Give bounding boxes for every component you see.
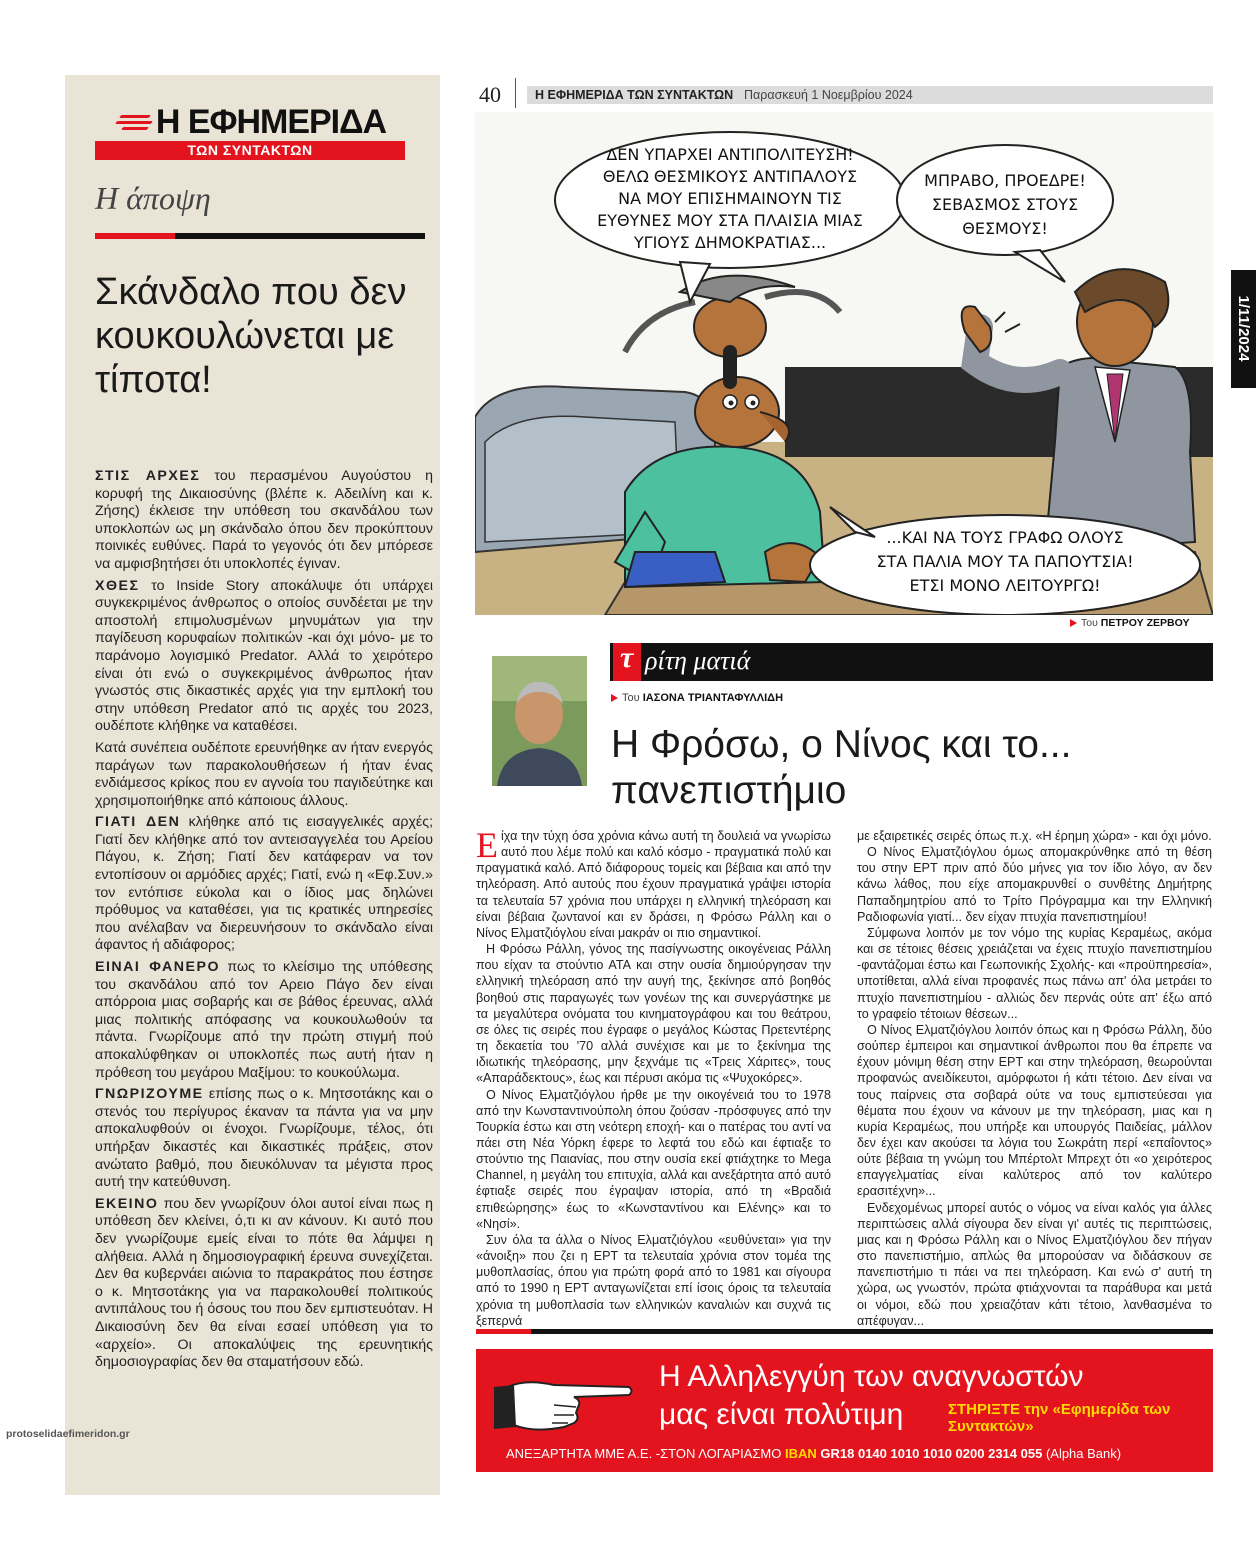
section-rule-accent [95, 233, 175, 239]
header-separator [515, 78, 516, 108]
opinion-body [95, 468, 433, 1376]
section-label: Η άποψη [95, 180, 211, 216]
opinion-paragraph: ΓΝΩΡΙΖΟΥΜΕ επίσης πως ο κ. Μητσοτάκης και ο στενός του περίγυρος έκαναν τα πάντα για να μην αποκαλυφθούν οι ένοχοι. Γνωρίζουμε, τέλος, ότι υπήρξαν δικαστές και δικαστικές πράξεις, στον ανώτατο βαθμό, που διευκόλυναν τα μέγιστα προς αυτή την κατεύθυνση. [95, 1086, 433, 1191]
bubble1-line3: ΝΑ ΜΟΥ ΕΠΙΣΗΜΑΙΝΟΥΝ ΤΙΣ [618, 189, 842, 208]
opinion-paragraph: ΧΘΕΣ το Inside Story αποκάλυψε ότι υπάρχει συγκεκριμένος άνθρωπος ο οποίος συνδέεται με την αποστολή επιμολυσμένων μηνυμάτων για την παγίδευση κορυφαίων πολιτικών -και όχι μόνο- με το παράνομο λογισμικό Predator. Αλλά το χειρότερο είναι ότι ενώ ο συγκεκριμένος άνθρωπος ήταν γνωστός στις δικαστικές αρχές για την εμπλοκή του στην υπόθεση Predator από τις αρχές του 2023, ουδέποτε κλήθηκε να καταθέσει. [95, 577, 433, 735]
drop-cap: Ε [476, 825, 498, 865]
ad-call-to-action[interactable]: ΣΤΗΡΙΞΤΕ την «Εφημερίδα των Συντακτών» [948, 1401, 1171, 1435]
article-column-2 [857, 828, 1212, 1329]
bubble2-line1: ΜΠΡΑΒΟ, ΠΡΟΕΔΡΕ! [924, 171, 1086, 190]
article-paragraph: με εξαιρετικές σειρές όπως π.χ. «Η έρημη χώρα» - και όχι μόνο. [857, 829, 1212, 843]
bubble3-line2: ΣΤΑ ΠΑΛΙΑ ΜΟΥ ΤΑ ΠΑΠΟΥΤΣΙΑ! [876, 552, 1134, 571]
opinion-paragraph: ΣΤΙΣ ΑΡΧΕΣ του περασμένου Αυγούστου η κορυφή της Δικαιοσύνης (βλέπε κ. Αδειλίνη και κ. Ζήσης) έκλεισε την υπόθεση του σκανδάλου των υποκλοπών ως μη σκάνδαλο όπου δεν προκύπτουν ποινικές ευθύνες. Παρά το γεγονός ότι δεν μπόρεσε να αμφισβητήσει ότι υποκλοπές έγιναν. [95, 468, 433, 572]
ad-headline-2: μας είναι πολύτιμη [659, 1398, 904, 1431]
logo-subtitle: ΤΩΝ ΣΥΝΤΑΚΤΩΝ [95, 141, 405, 160]
bubble1-line5: ΥΓΙΟΥΣ ΔΗΜΟΚΡΑΤΙΑΣ... [633, 233, 827, 252]
column-initial-badge: τ [613, 643, 641, 681]
column-label: ρίτη ματιά [645, 646, 751, 675]
header-date: Παρασκευή 1 Νοεμβρίου 2024 [744, 88, 913, 102]
article-column-1 [476, 825, 831, 1329]
article-paragraph: Ενδεχομένως μπορεί αυτός ο νόμος να είναι καλός για άλλες περιπτώσεις αλλά σίγουρα δεν είναι γι' αυτές τις περιπτώσεις, μιας και η Φρόσω Ράλλη και ο Νίνος Ελματζιόγλου δεν πήγαν στο πανεπιστήμιο, απλώς θα μπορούσαν να διδάσκουν σε πανεπιστήμιο τι πάει να πει τηλεόραση. Και ενώ σ' αυτή τη χώρα, ως γνωστόν, πρώτα φτιάχνονται τα παράθυρα και μετά οι νόμοι, εδώ που χρειαζόταν κάτι τέτοιο, λανθασμένα το απέφυγαν... [857, 1200, 1212, 1328]
article-paragraph: Ο Νίνος Ελματζιόγλου ήρθε με την οικογένειά του το 1978 από την Κωνσταντινούπολη όπου ζούσαν -πρόσφυγες από την Τουρκία έστω και στη νεότερη εποχή- και ο πατέρας του αντί να πάει στη Νέα Υόρκη έφερε το λεφτά του εδώ και έφτιαξε το στούντιο της Παιανίας, που στην ουσία εκεί φτιάχτηκε το Mega Channel, η μεγάλη του επιτυχία, αλλά και ανεξάρτητα από αυτό έφτιαξε σειρές που έγραψαν ιστορία, από τη «Βραδιά επιθεώρησης» έως το «Κωνσταντίνου και Ελένης» και το «Νησί». [476, 1087, 831, 1231]
opinion-paragraph: ΕΚΕΙΝΟ που δεν γνωρίζουν όλοι αυτοί είναι πως η υπόθεση δεν κλείνει, ό,τι κι αν κάνουν. Κι αυτό που δεν γνωρίζουμε εμείς είναι το πότε θα λάμψει η αλήθεια. Αλλά η δημοσιογραφική έρευνα συνεχίζεται. Δεν θα κυβερνάει αιώνια το παρακράτος που έστησε ο κ. Μητσοτάκης για να παρακολουθεί πολιτικούς αντιπάλους του ή όσους του που δεν εμπιστευόταν. Η Δικαιοσύνη δεν θα είναι εσαεί υπόθεση για το «αρχείο». Οι αποκαλύψεις της ερευνητικής δημοσιογραφίας δεν θα σταματήσουν εδώ. [95, 1195, 433, 1371]
political-cartoon [475, 112, 1213, 615]
opinion-paragraph: ΕΙΝΑΙ ΦΑΝΕΡΟ πως το κλείσιμο της υπόθεσης του σκανδάλου από τον Αρειο Πάγο δεν είναι απόρροια μιας σοβαρής και σε βάθος έρευνας, αλλά μιας πολιτικής απόφασης να κουκουλωθούν τα πάντα. Γνωρίζουμε από την πρώτη στιγμή πού αποκαλύφθηκαν οι υποκλοπές πως αυτή ήταν η πρόθεση του μεγάρου Μαξίμου: το κουκούλωμα. [95, 959, 433, 1081]
ad-bank-details: ΑΝΕΞΑΡΤΗΤΑ ΜΜΕ Α.Ε. -ΣΤΟΝ ΛΟΓΑΡΙΑΣΜΟ IBAN GR18 0140 1010 1010 0200 2314 055 (Alpha Bank) [506, 1446, 1122, 1461]
article-byline: Του ΙΑΣΟΝΑ ΤΡΙΑΝΤΑΦΥΛΛΙΔΗ [611, 692, 783, 704]
bubble3-line3: ΕΤΣΙ ΜΟΝΟ ΛΕΙΤΟΥΡΓΩ! [909, 576, 1101, 595]
arrow-icon [1070, 619, 1077, 627]
page-number: 40 [479, 82, 501, 107]
article-paragraph: Συν όλα τα άλλα ο Νίνος Ελματζιόγλου «ευθύνεται» για την «άνοιξη» που ζει η ΕΡΤ τα τελευταία χρόνια στον τομέα της μυθοπλασίας, όπου για πρώτη φορά από το 1981 και σίγουρα από το 1990 η ΕΡΤ ανταγωνίζεται επί ίσοις όροις τα τελευταία χρόνια τη μυθοπλασία των ελληνικών καναλιών και συχνά τις ξεπερνά [476, 1232, 831, 1328]
ad-headline-1: Η Αλληλεγγύη των αναγνωστών [659, 1360, 1084, 1393]
cartoon-credit: Του ΠΕΤΡΟΥ ΖΕΡΒΟΥ [1070, 617, 1189, 629]
logo-title: Η ΕΦΗΜΕΡΙΔΑ [155, 103, 387, 141]
pointing-hand-icon [494, 1367, 634, 1437]
bubble3-line1: ...ΚΑΙ ΝΑ ΤΟΥΣ ΓΡΑΦΩ ΟΛΟΥΣ [886, 528, 1124, 547]
article-paragraph: Ο Νίνος Ελματζιόγλου λοιπόν όπως και η Φρόσω Ράλλη, δύο σούπερ έμπειροι και σημαντικοί άνθρωποι που θα έπρεπε να έχουν μόνιμη θέση στην ΕΡΤ και στην τηλεόραση, θεωρούνται προφανώς ανειδίκευτοι, αμόρφωτοι ή κάτι τέτοιο. Δεν είναι να τους παίρνεις στα σοβαρά ούτε να τους εμπιστεύεσαι για θέματα που έχουν να κάνουν με την τηλεόραση, μιας και η κυρία Κεραμέως, που υπήρξε και υπουργός Παιδείας, μάλλον δεν έχει καν ακούσει τα λόγια του Σωκράτη περί «επαΐοντος» ούτε βέβαια τη γνώμη του Μπέρτολτ Μπρεχτ ότι «ο χειρότερος επαγγελματίας είναι καλύτερος από τον καλύτερο ερασιτέχνη»... [857, 1022, 1212, 1199]
logo-speed-icon [114, 111, 152, 133]
opinion-paragraph: Κατά συνέπεια ουδέποτε ερευνήθηκε αν ήταν ενεργός παράγων των παρακολουθήσεων ή ήταν ένας ενδιάμεσος κρίκος που εν αγνοία του παγιδεύτηκε και χρησιμοποιήθηκε από κάποιους άλλους. [95, 739, 433, 809]
article-paragraph: Η Φρόσω Ράλλη, γόνος της πασίγνωστης οικογένειας Ράλλη που είχαν τα στούντιο ΑΤΑ και στην ουσία δημιούργησαν την ελληνική τηλεόραση από την αυγή της, ξεκίνησε από βοηθός βοηθού στις παραγωγές των γονέων της και συνεργάστηκε με τα μεγαλύτερα ονόματα του κινηματογράφου και του θεάτρου, σε όλες τις σειρές που έγραφε ο μεγάλος Κώστας Πρετεντέρης τη δεκαετία του '70 αλλά συνέχισε και με το ξεκίνημα της ιδιωτικής τηλεόρασης, μην ξεχνάμε τις «Τρεις Χάριτες», τους «Απαράδεκτους», έως και πέρυσι ακόμα τις «Ψυχοκόρες». [476, 942, 831, 1086]
source-watermark: protoselidaefimeridon.gr [6, 1428, 130, 1440]
arrow-icon [611, 694, 618, 702]
author-photo [492, 656, 587, 786]
bubble2-line2: ΣΕΒΑΣΜΟΣ ΣΤΟΥΣ [931, 195, 1079, 214]
opinion-headline: Σκάνδαλο που δεν κουκουλώνεται με τίποτα! [95, 271, 407, 401]
header-paper-name: Η ΕΦΗΜΕΡΙΔΑ ΤΩΝ ΣΥΝΤΑΚΤΩΝ [535, 88, 734, 102]
solidarity-ad[interactable] [476, 1349, 1213, 1472]
date-side-tab: 1/11/2024 [1231, 270, 1256, 388]
bottom-rule-accent [476, 1329, 531, 1334]
article-title: Η Φρόσω, ο Νίνος και το... πανεπιστήμιο [611, 723, 1072, 812]
bubble1-line4: ΕΥΘΥΝΕΣ ΜΟΥ ΣΤΑ ΠΛΑΙΣΙΑ ΜΙΑΣ [597, 211, 863, 230]
cartoon-drawing [475, 112, 1213, 615]
bottom-rule [476, 1329, 1213, 1334]
bubble1-line2: ΘΕΛΩ ΘΕΣΜΙΚΟΥΣ ΑΝΤΙΠΑΛΟΥΣ [602, 167, 858, 186]
article-paragraph: Ο Νίνος Ελματζιόγλου όμως απομακρύνθηκε από τη θέση του στην ΕΡΤ πριν από δύο μήνες για τον ίδιο λόγο, αν δεν κάνω λάθος, που είχε απομακρυνθεί ο συνθέτης Δημήτρης Παπαδημητρίου από το Τρίτο Πρόγραμμα και την Ελληνική Ραδιοφωνία γιατί... δεν είχαν πτυχία πανεπιστημίου! [857, 845, 1212, 924]
paper-logo [95, 105, 405, 160]
article-paragraph: Σύμφωνα λοιπόν με τον νόμο της κυρίας Κεραμέως, ακόμα και σε τέτοιες θέσεις χρειάζεται να έχεις πτυχίο πανεπιστημίου -φαντάζομαι έστω και Γεωπονικής Σχολής- και «προϋπηρεσία», υποτίθεται, αλλά είναι προφανές πως πάνω απ' όλα μετράει το πτυχίο πανεπιστημίου - αλλιώς δεν περνάς ούτε απ' έξω από το γραφείο τέτοιων θέσεων... [857, 925, 1212, 1021]
opinion-column [65, 75, 440, 1495]
bubble2-line3: ΘΕΣΜΟΥΣ! [962, 219, 1048, 238]
bubble1-line1: ΔΕΝ ΥΠΑΡΧΕΙ ΑΝΤΙΠΟΛΙΤΕΥΣΗ! [606, 145, 854, 164]
article-paragraph: Είχα την τύχη όσα χρόνια κάνω αυτή τη δουλειά να γνωρίσω αυτό που λέμε πολύ και καλό κόσμο - πραγματικά πολύ και πραγματικά καλό. Από διάφορους τομείς και βέβαια και από την τηλεόραση. Από αυτούς που έχουν πραγματικά γράψει ιστορία τα τελευταία 57 χρόνια που υπάρχει η ελληνική τηλεόραση και είναι βέβαια ζωντανοί και εν δράσει, η Φρόσω Ράλλη και ο Νίνος Ελματζιόγλου είναι μακράν οι πιο σημαντικοί. [476, 825, 831, 940]
opinion-paragraph: ΓΙΑΤΙ ΔΕΝ κλήθηκε από τις εισαγγελικές αρχές; Γιατί δεν κλήθηκε από τον αντεισαγγελέα του Αρείου Πάγου, κ. Ζήση; Γιατί δεν κατάφεραν να τον εντοπίσουν οι αρμόδιες αρχές; Γιατί, ενώ η «Εφ.Συν.» τον εντόπισε εύκολα και ο ίδιος μας δηλώνει πρόθυμος να καταθέσει, για τις κρατικές υπηρεσίες που ανέλαβαν να διερευνήσουν το σκάνδαλο είναι άφαντος ή αδιάφορος; [95, 814, 434, 954]
